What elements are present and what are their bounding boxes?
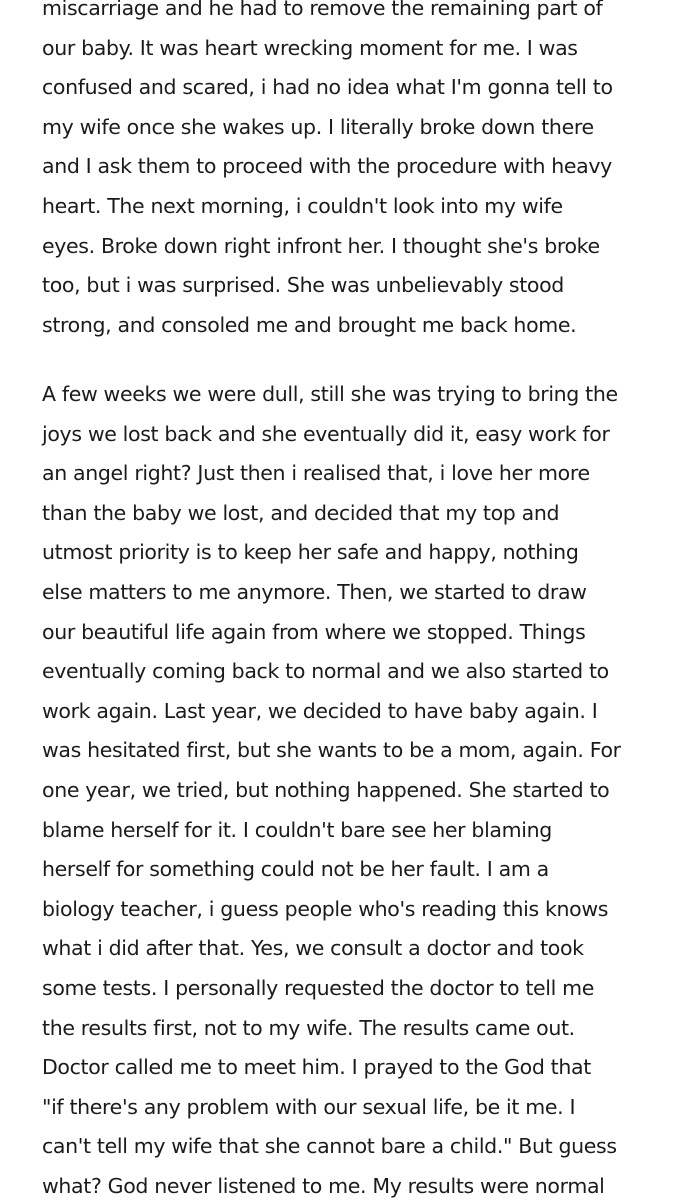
text-line: was hesitated first, but she wants to be a mom, again. For bbox=[42, 738, 621, 763]
text-line: herself for something could not be her fault. I am a bbox=[42, 857, 549, 882]
text-line: miscarriage and he had to remove the remaining part of bbox=[42, 0, 603, 20]
paragraph-2 bbox=[42, 375, 642, 1200]
text-line: joys we lost back and she eventually did it, easy work for bbox=[42, 421, 610, 446]
text-line: an angel right? Just then i realised that, i love her more bbox=[42, 461, 590, 486]
paragraph-1 bbox=[42, 0, 642, 345]
text-line: work again. Last year, we decided to have baby again. I bbox=[42, 698, 598, 723]
text-line: the results first, not to my wife. The results came out. bbox=[42, 1015, 575, 1040]
text-line: what? God never listened to me. My results were normal bbox=[42, 1173, 605, 1198]
text-line: our baby. It was heart wrecking moment for me. I was bbox=[42, 35, 578, 60]
text-line: eyes. Broke down right infront her. I thought she's broke bbox=[42, 233, 600, 258]
text-line: our beautiful life again from where we stopped. Things bbox=[42, 619, 586, 644]
text-line: can't tell my wife that she cannot bare a child." But guess bbox=[42, 1134, 617, 1159]
text-line: "if there's any problem with our sexual life, be it me. I bbox=[42, 1094, 576, 1119]
text-line: my wife once she wakes up. I literally broke down there bbox=[42, 114, 594, 139]
text-line: than the baby we lost, and decided that my top and bbox=[42, 500, 560, 525]
text-line: some tests. I personally requested the doctor to tell me bbox=[42, 975, 595, 1000]
text-line: A few weeks we were dull, still she was trying to bring the bbox=[42, 382, 618, 406]
text-line: one year, we tried, but nothing happened. She started to bbox=[42, 777, 610, 802]
text-line: Doctor called me to meet him. I prayed to the God that bbox=[42, 1055, 591, 1080]
text-line: utmost priority is to keep her safe and happy, nothing bbox=[42, 540, 579, 565]
text-line: and I ask them to proceed with the procedure with heavy bbox=[42, 154, 612, 179]
text-line: else matters to me anymore. Then, we started to draw bbox=[42, 579, 587, 604]
text-line: confused and scared, i had no idea what I'm gonna tell to bbox=[42, 75, 613, 100]
text-line: strong, and consoled me and brought me back home. bbox=[42, 312, 577, 337]
text-line: too, but i was surprised. She was unbelievably stood bbox=[42, 273, 564, 298]
text-line: biology teacher, i guess people who's reading this knows bbox=[42, 896, 609, 921]
text-line: blame herself for it. I couldn't bare see her blaming bbox=[42, 817, 552, 842]
text-line: eventually coming back to normal and we also started to bbox=[42, 659, 609, 684]
text-line: heart. The next morning, i couldn't look into my wife bbox=[42, 193, 563, 218]
text-line: what i did after that. Yes, we consult a doctor and took bbox=[42, 936, 584, 961]
